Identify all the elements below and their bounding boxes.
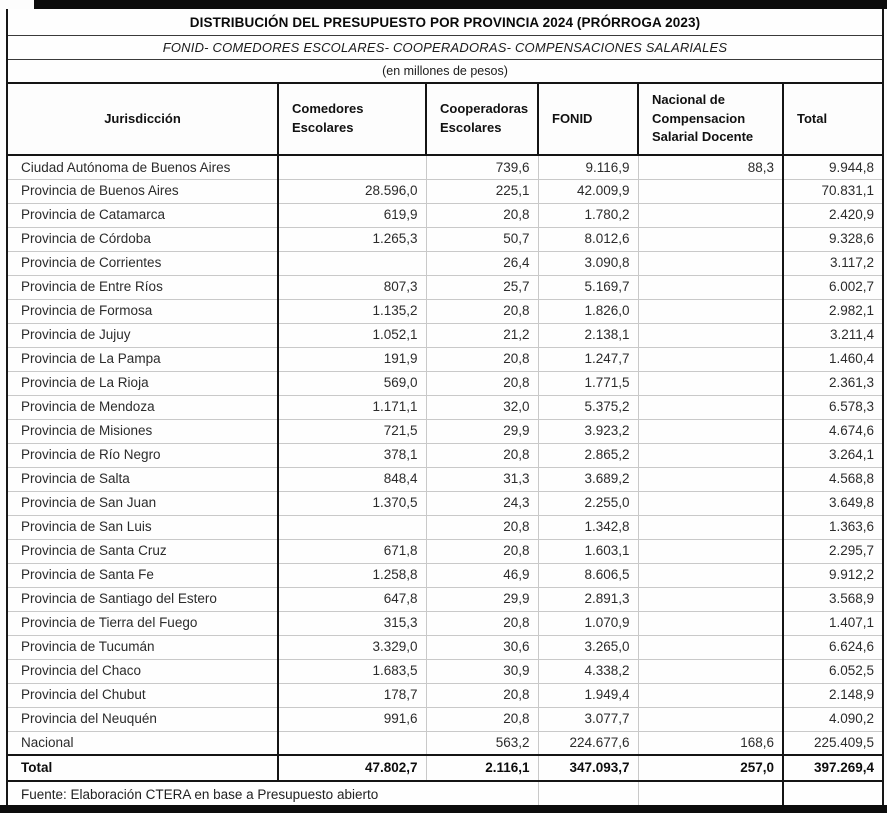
jurisdiction-cell: Provincia de San Luis xyxy=(8,515,278,539)
table-row xyxy=(8,611,882,635)
value-cell xyxy=(638,539,783,563)
value-cell xyxy=(638,587,783,611)
value-cell xyxy=(638,275,783,299)
value-cell: 20,8 xyxy=(426,299,538,323)
value-cell: 3.923,2 xyxy=(538,419,638,443)
value-cell: 28.596,0 xyxy=(278,179,426,203)
value-cell: 31,3 xyxy=(426,467,538,491)
value-cell: 20,8 xyxy=(426,203,538,227)
value-cell: 9.116,9 xyxy=(538,155,638,179)
jurisdiction-cell: Provincia de Jujuy xyxy=(8,323,278,347)
table-row xyxy=(8,707,882,731)
value-cell: 20,8 xyxy=(426,539,538,563)
table-row xyxy=(8,155,882,179)
value-cell: 3.077,7 xyxy=(538,707,638,731)
value-cell: 1.363,6 xyxy=(783,515,882,539)
value-cell: 42.009,9 xyxy=(538,179,638,203)
jurisdiction-cell: Provincia de Catamarca xyxy=(8,203,278,227)
jurisdiction-cell: Provincia de Formosa xyxy=(8,299,278,323)
value-cell: 46,9 xyxy=(426,563,538,587)
value-cell: 2.295,7 xyxy=(783,539,882,563)
value-cell: 191,9 xyxy=(278,347,426,371)
jurisdiction-cell: Provincia de Misiones xyxy=(8,419,278,443)
value-cell xyxy=(638,227,783,251)
value-cell: 3.211,4 xyxy=(783,323,882,347)
column-header-compensacion: Nacional de Compensacion Salarial Docente xyxy=(638,83,783,155)
value-cell: 563,2 xyxy=(426,731,538,755)
value-cell: 5.375,2 xyxy=(538,395,638,419)
value-cell: 1.247,7 xyxy=(538,347,638,371)
table-row xyxy=(8,635,882,659)
column-header-comedores: Comedores Escolares xyxy=(278,83,426,155)
table-row xyxy=(8,299,882,323)
value-cell: 3.329,0 xyxy=(278,635,426,659)
table-row xyxy=(8,347,882,371)
value-cell xyxy=(638,707,783,731)
value-cell xyxy=(278,515,426,539)
value-cell: 21,2 xyxy=(426,323,538,347)
value-cell: 20,8 xyxy=(426,611,538,635)
source-row-blank-cell xyxy=(638,781,783,808)
value-cell: 1.683,5 xyxy=(278,659,426,683)
top-black-bar xyxy=(34,0,887,9)
value-cell xyxy=(638,635,783,659)
value-cell: 2.891,3 xyxy=(538,587,638,611)
value-cell xyxy=(278,731,426,755)
value-cell xyxy=(638,611,783,635)
value-cell: 1.407,1 xyxy=(783,611,882,635)
value-cell: 20,8 xyxy=(426,515,538,539)
table-row xyxy=(8,731,882,755)
value-cell: 2.361,3 xyxy=(783,371,882,395)
value-cell: 30,9 xyxy=(426,659,538,683)
value-cell: 9.944,8 xyxy=(783,155,882,179)
value-cell xyxy=(278,155,426,179)
value-cell: 2.865,2 xyxy=(538,443,638,467)
value-cell: 6.002,7 xyxy=(783,275,882,299)
table-row xyxy=(8,371,882,395)
jurisdiction-cell: Provincia de Tucumán xyxy=(8,635,278,659)
value-cell xyxy=(638,251,783,275)
value-cell: 1.370,5 xyxy=(278,491,426,515)
table-row xyxy=(8,659,882,683)
jurisdiction-cell: Provincia del Chubut xyxy=(8,683,278,707)
total-comedores: 47.802,7 xyxy=(278,755,426,781)
table-row xyxy=(8,275,882,299)
value-cell: 4.090,2 xyxy=(783,707,882,731)
jurisdiction-cell: Provincia de Mendoza xyxy=(8,395,278,419)
value-cell: 24,3 xyxy=(426,491,538,515)
value-cell: 6.624,6 xyxy=(783,635,882,659)
value-cell: 25,7 xyxy=(426,275,538,299)
value-cell: 1.258,8 xyxy=(278,563,426,587)
value-cell: 721,5 xyxy=(278,419,426,443)
jurisdiction-cell: Provincia de Corrientes xyxy=(8,251,278,275)
value-cell: 2.138,1 xyxy=(538,323,638,347)
value-cell: 20,8 xyxy=(426,683,538,707)
unit-note: (en millones de pesos) xyxy=(382,64,508,78)
bottom-black-bar xyxy=(0,805,887,813)
value-cell: 29,9 xyxy=(426,419,538,443)
jurisdiction-cell: Ciudad Autónoma de Buenos Aires xyxy=(8,155,278,179)
table-row xyxy=(8,539,882,563)
value-cell: 2.255,0 xyxy=(538,491,638,515)
value-cell: 1.070,9 xyxy=(538,611,638,635)
value-cell: 848,4 xyxy=(278,467,426,491)
jurisdiction-cell: Provincia del Chaco xyxy=(8,659,278,683)
value-cell: 3.090,8 xyxy=(538,251,638,275)
value-cell: 1.171,1 xyxy=(278,395,426,419)
value-cell: 1.135,2 xyxy=(278,299,426,323)
value-cell: 5.169,7 xyxy=(538,275,638,299)
value-cell: 4.568,8 xyxy=(783,467,882,491)
jurisdiction-cell: Provincia de Salta xyxy=(8,467,278,491)
value-cell: 9.912,2 xyxy=(783,563,882,587)
value-cell: 8.606,5 xyxy=(538,563,638,587)
value-cell: 6.578,3 xyxy=(783,395,882,419)
jurisdiction-cell: Provincia del Neuquén xyxy=(8,707,278,731)
value-cell: 20,8 xyxy=(426,347,538,371)
value-cell xyxy=(638,563,783,587)
value-cell xyxy=(278,251,426,275)
total-compensacion: 257,0 xyxy=(638,755,783,781)
value-cell: 991,6 xyxy=(278,707,426,731)
value-cell: 178,7 xyxy=(278,683,426,707)
total-fonid: 347.093,7 xyxy=(538,755,638,781)
jurisdiction-cell: Provincia de Río Negro xyxy=(8,443,278,467)
value-cell: 2.148,9 xyxy=(783,683,882,707)
jurisdiction-cell: Provincia de Santa Fe xyxy=(8,563,278,587)
column-header-total: Total xyxy=(783,83,882,155)
value-cell: 20,8 xyxy=(426,443,538,467)
value-cell xyxy=(638,347,783,371)
page-title: DISTRIBUCIÓN DEL PRESUPUESTO POR PROVINCIA 2024 (PRÓRROGA 2023) xyxy=(8,9,882,36)
value-cell xyxy=(638,659,783,683)
value-cell: 30,6 xyxy=(426,635,538,659)
jurisdiction-cell: Provincia de Santiago del Estero xyxy=(8,587,278,611)
value-cell: 3.649,8 xyxy=(783,491,882,515)
value-cell: 2.420,9 xyxy=(783,203,882,227)
table-row xyxy=(8,443,882,467)
page-subtitle: FONID- COMEDORES ESCOLARES- COOPERADORAS- COMPENSACIONES SALARIALES xyxy=(8,36,882,60)
table-footer xyxy=(8,755,882,808)
value-cell: 1.265,3 xyxy=(278,227,426,251)
value-cell: 224.677,6 xyxy=(538,731,638,755)
value-cell: 1.826,0 xyxy=(538,299,638,323)
table-row xyxy=(8,587,882,611)
value-cell xyxy=(638,299,783,323)
budget-table xyxy=(8,82,882,808)
value-cell: 569,0 xyxy=(278,371,426,395)
table-body xyxy=(8,155,882,755)
total-row xyxy=(8,755,882,781)
value-cell: 6.052,5 xyxy=(783,659,882,683)
column-header-cooperadoras: Cooperadoras Escolares xyxy=(426,83,538,155)
value-cell: 1.342,8 xyxy=(538,515,638,539)
jurisdiction-cell: Provincia de Entre Ríos xyxy=(8,275,278,299)
value-cell: 315,3 xyxy=(278,611,426,635)
value-cell: 647,8 xyxy=(278,587,426,611)
table-row xyxy=(8,395,882,419)
value-cell: 3.117,2 xyxy=(783,251,882,275)
value-cell: 807,3 xyxy=(278,275,426,299)
value-cell: 1.949,4 xyxy=(538,683,638,707)
value-cell: 4.674,6 xyxy=(783,419,882,443)
value-cell: 1.771,5 xyxy=(538,371,638,395)
value-cell xyxy=(638,203,783,227)
table-row xyxy=(8,467,882,491)
value-cell: 20,8 xyxy=(426,371,538,395)
table-row xyxy=(8,203,882,227)
source-row-blank-cell xyxy=(538,781,638,808)
value-cell xyxy=(638,179,783,203)
table-header xyxy=(8,83,882,155)
value-cell xyxy=(638,683,783,707)
table-row xyxy=(8,491,882,515)
value-cell xyxy=(638,419,783,443)
value-cell: 1.780,2 xyxy=(538,203,638,227)
jurisdiction-cell: Provincia de Santa Cruz xyxy=(8,539,278,563)
value-cell: 9.328,6 xyxy=(783,227,882,251)
jurisdiction-cell: Provincia de San Juan xyxy=(8,491,278,515)
table-row xyxy=(8,227,882,251)
column-header-fonid: FONID xyxy=(538,83,638,155)
jurisdiction-cell: Provincia de Tierra del Fuego xyxy=(8,611,278,635)
jurisdiction-cell: Provincia de La Rioja xyxy=(8,371,278,395)
value-cell: 225,1 xyxy=(426,179,538,203)
value-cell: 2.982,1 xyxy=(783,299,882,323)
value-cell: 168,6 xyxy=(638,731,783,755)
table-row xyxy=(8,419,882,443)
value-cell: 225.409,5 xyxy=(783,731,882,755)
value-cell xyxy=(638,323,783,347)
column-header-jurisdiccion: Jurisdicción xyxy=(8,83,278,155)
value-cell xyxy=(638,443,783,467)
source-row xyxy=(8,781,882,808)
value-cell: 20,8 xyxy=(426,707,538,731)
table-row xyxy=(8,179,882,203)
table-row xyxy=(8,323,882,347)
value-cell: 3.568,9 xyxy=(783,587,882,611)
value-cell: 3.264,1 xyxy=(783,443,882,467)
value-cell: 70.831,1 xyxy=(783,179,882,203)
value-cell: 29,9 xyxy=(426,587,538,611)
value-cell xyxy=(638,515,783,539)
jurisdiction-cell: Provincia de Buenos Aires xyxy=(8,179,278,203)
total-general: 397.269,4 xyxy=(783,755,882,781)
value-cell: 3.265,0 xyxy=(538,635,638,659)
header-row xyxy=(8,83,882,155)
value-cell: 378,1 xyxy=(278,443,426,467)
value-cell: 1.460,4 xyxy=(783,347,882,371)
value-cell: 739,6 xyxy=(426,155,538,179)
table-row xyxy=(8,515,882,539)
value-cell: 32,0 xyxy=(426,395,538,419)
table-frame xyxy=(6,9,884,808)
source-note: Fuente: Elaboración CTERA en base a Presupuesto abierto xyxy=(21,787,379,803)
jurisdiction-cell: Provincia de La Pampa xyxy=(8,347,278,371)
value-cell xyxy=(638,395,783,419)
total-cooperadoras: 2.116,1 xyxy=(426,755,538,781)
total-label: Total xyxy=(8,755,278,781)
value-cell: 50,7 xyxy=(426,227,538,251)
value-cell: 619,9 xyxy=(278,203,426,227)
value-cell: 671,8 xyxy=(278,539,426,563)
value-cell: 88,3 xyxy=(638,155,783,179)
table-row xyxy=(8,683,882,707)
value-cell: 1.603,1 xyxy=(538,539,638,563)
value-cell: 1.052,1 xyxy=(278,323,426,347)
value-cell: 3.689,2 xyxy=(538,467,638,491)
jurisdiction-cell: Provincia de Córdoba xyxy=(8,227,278,251)
source-row-blank-cell xyxy=(783,781,882,808)
value-cell: 4.338,2 xyxy=(538,659,638,683)
value-cell: 8.012,6 xyxy=(538,227,638,251)
value-cell xyxy=(638,371,783,395)
jurisdiction-cell: Nacional xyxy=(8,731,278,755)
value-cell: 26,4 xyxy=(426,251,538,275)
value-cell xyxy=(638,491,783,515)
table-row xyxy=(8,563,882,587)
table-row xyxy=(8,251,882,275)
value-cell xyxy=(638,467,783,491)
